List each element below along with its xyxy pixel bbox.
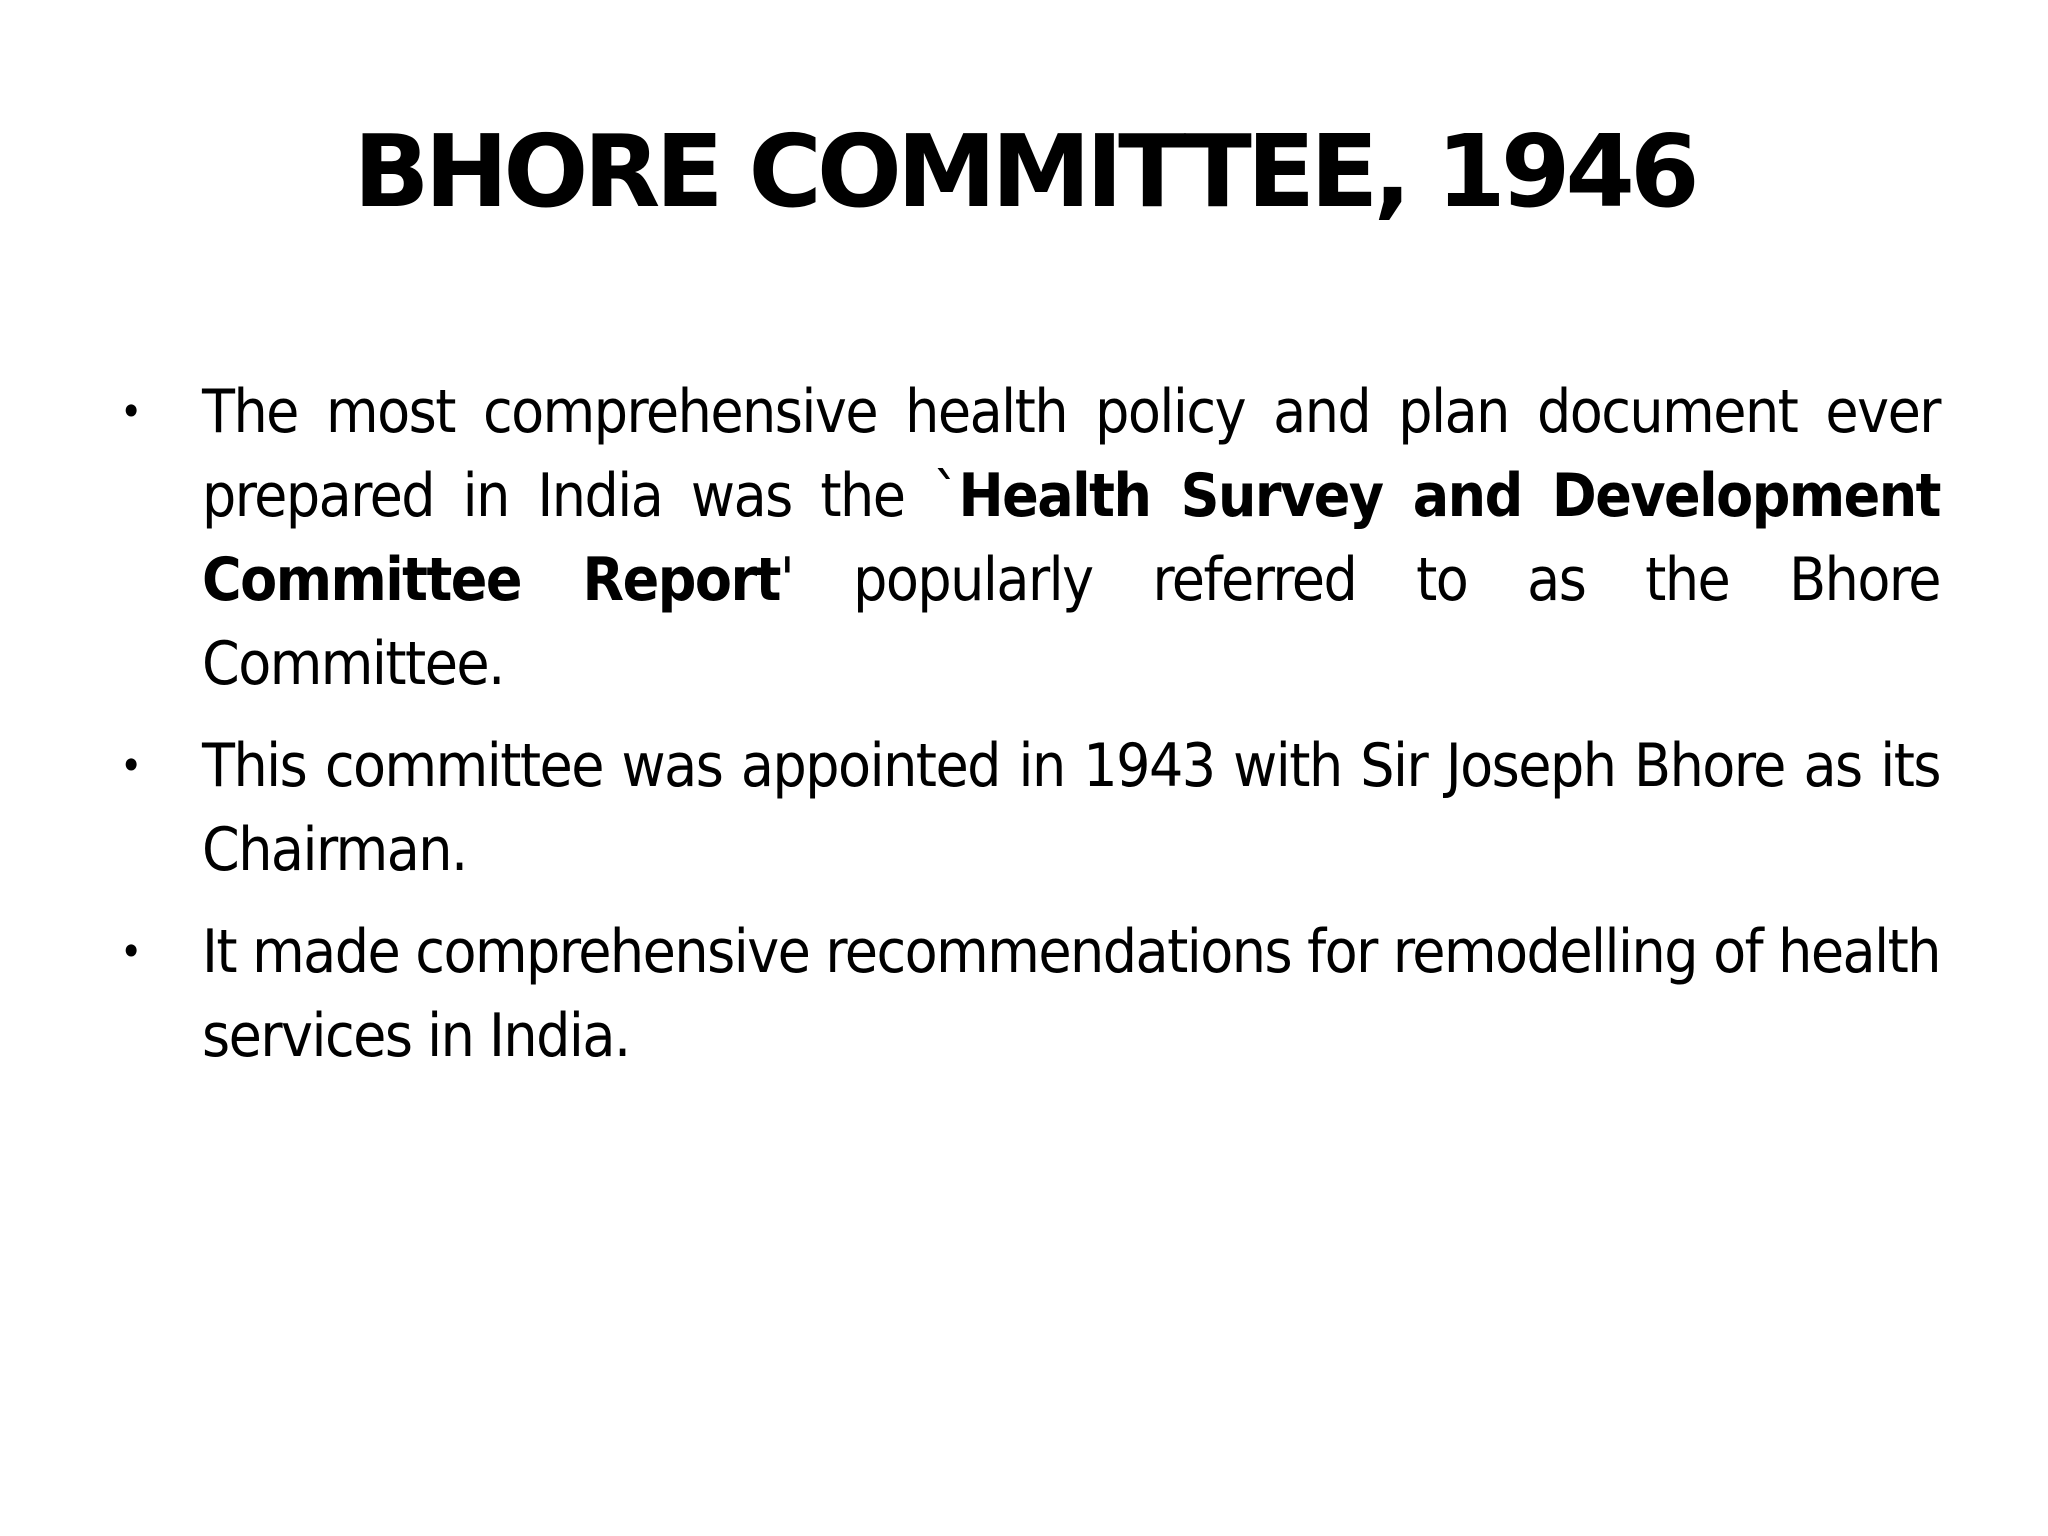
bullet-marker: • — [120, 387, 141, 436]
bullet-item-3 — [120, 910, 1940, 1078]
bullet-1-text-end: ' popularly referred to as the Bhore Committee. — [202, 545, 1940, 699]
slide-title: BHORE COMMITTEE, 1946 — [353, 113, 1695, 230]
bullet-2-text: This committee was appointed in 1943 with Sir Joseph Bhore as its Chairman. — [202, 731, 1940, 885]
bullet-list — [120, 370, 1940, 1096]
bullet-3-text: It made comprehensive recommendations for remodelling of health services in India. — [202, 917, 1940, 1071]
bullet-marker: • — [120, 927, 141, 976]
bullet-item-1 — [120, 370, 1940, 706]
bullet-1-text-start: The most comprehensive health policy and plan document ever prepared in India was the ` — [202, 377, 1940, 531]
bullet-item-2 — [120, 724, 1940, 892]
bullet-marker: • — [120, 741, 141, 790]
report-name: Health Survey and Development Committee Report — [202, 461, 1940, 615]
